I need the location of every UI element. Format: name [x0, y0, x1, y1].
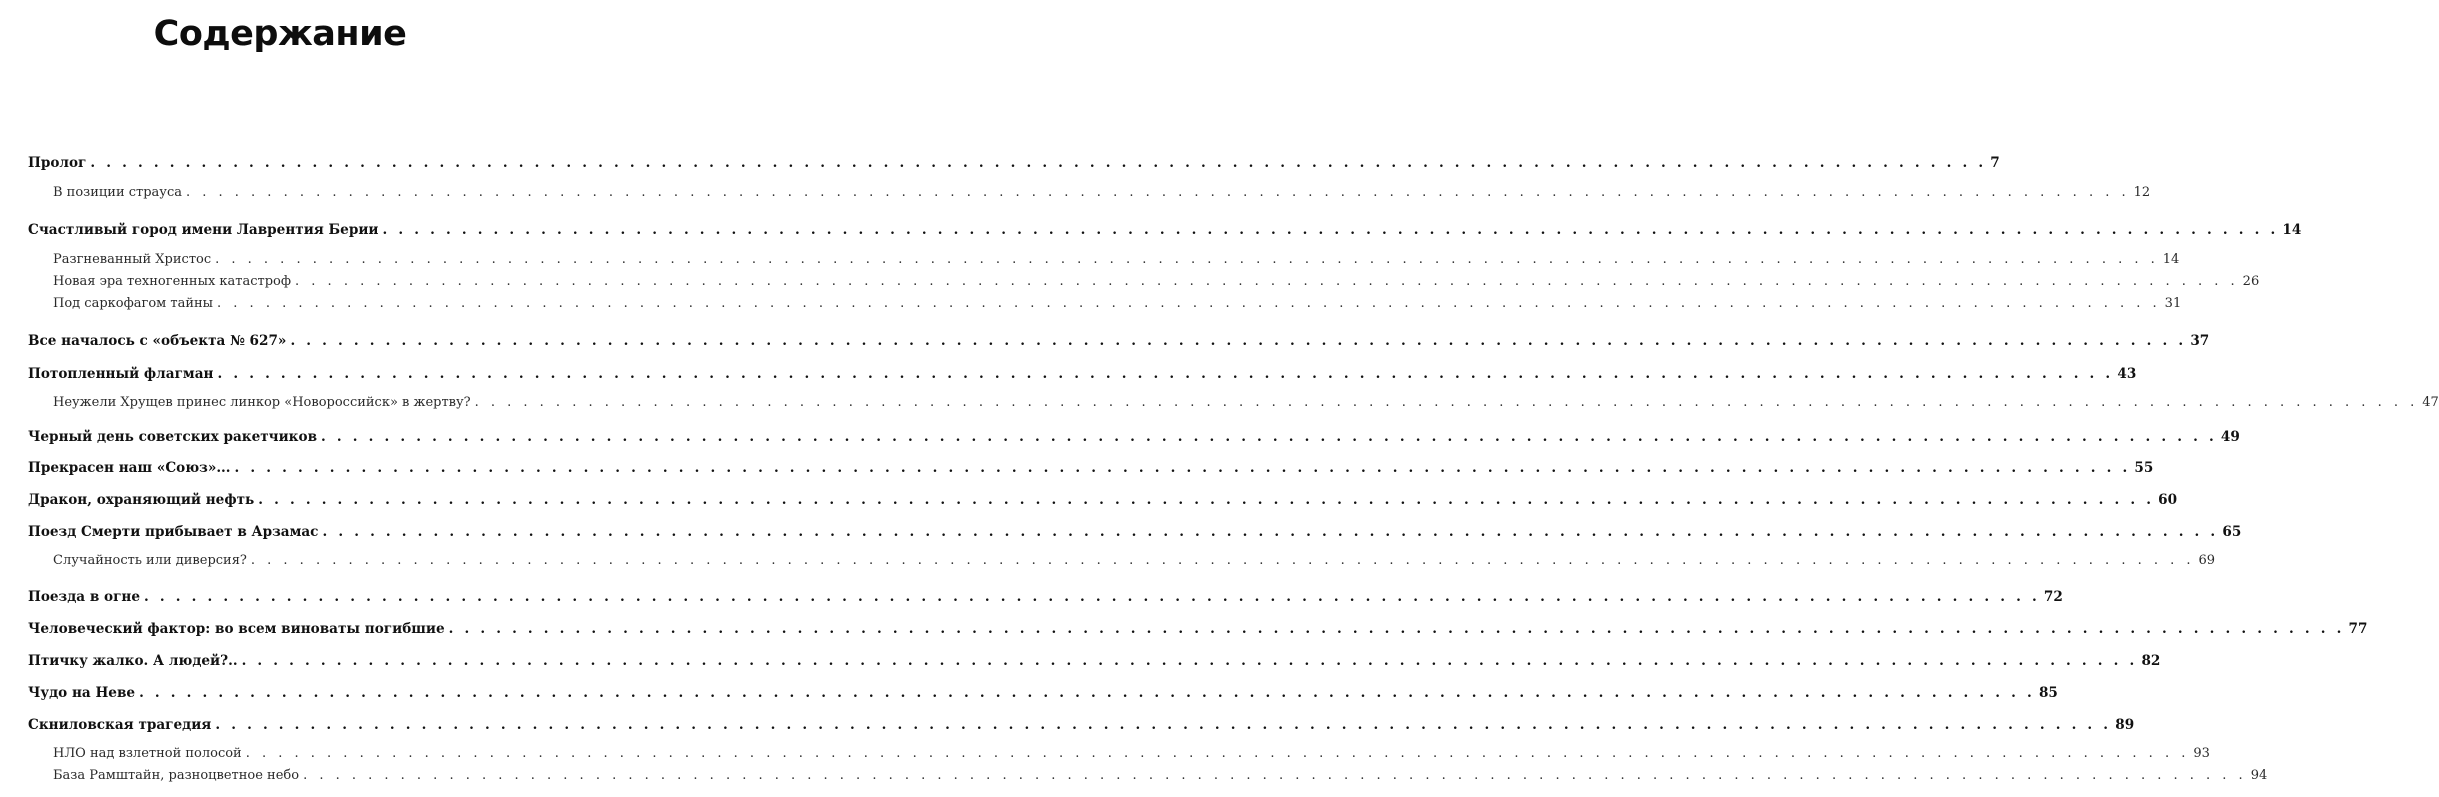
entry-title: Новая эра техногенных катастроф	[53, 274, 292, 289]
page-number: 14	[2282, 222, 2302, 238]
entry-title: Прекрасен наш «Союз»...	[28, 460, 231, 476]
toc-subsection-entry[interactable]	[53, 553, 2216, 568]
page-number: 26	[2242, 274, 2260, 289]
dot-leader: . . . . . . . . . . . . . . . . . . . . . . . . . . . . . . . . . . . . . . . . . . . . . . . . . . . . . . . . . . . . . . . . . . . . . . . . . . . . . . . . . . . . . . . . . . . . . . . . . . . . . . . . . . . . . . . . . . . . . . . .	[295, 274, 2239, 289]
dot-leader: . . . . . . . . . . . . . . . . . . . . . . . . . . . . . . . . . . . . . . . . . . . . . . . . . . . . . . . . . . . . . . . . . . . . . . . . . . . . . . . . . . . . . . . . . . . . . . . . . . . . . . . . . . . . . . . . . . . . . . . .	[258, 492, 2155, 508]
page-number: 69	[2198, 553, 2216, 568]
toc-chapter-entry[interactable]	[28, 492, 2178, 508]
toc-subsection-entry[interactable]	[53, 296, 2182, 311]
entry-title: Все началось с «объекта № 627»	[28, 333, 287, 349]
page-number: 82	[2141, 653, 2161, 669]
entry-title: Чудо на Неве	[28, 685, 136, 701]
entry-title: Разгневанный Христос	[53, 252, 212, 267]
dot-leader: . . . . . . . . . . . . . . . . . . . . . . . . . . . . . . . . . . . . . . . . . . . . . . . . . . . . . . . . . . . . . . . . . . . . . . . . . . . . . . . . . . . . . . . . . . . . . . . . . . . . . . . . . . . . . . . . . . . . . . . .	[234, 460, 2131, 476]
entry-title: Скниловская трагедия	[28, 717, 212, 733]
entry-title: НЛО над взлетной полосой	[53, 746, 242, 761]
entry-title: Счастливый город имени Лаврентия Берии	[28, 222, 379, 238]
toc-subsection-entry[interactable]	[53, 252, 2180, 267]
page-number: 72	[2043, 589, 2063, 605]
page-number: 55	[2134, 460, 2154, 476]
toc-chapter-entry[interactable]	[28, 717, 2135, 733]
toc-subsection-entry[interactable]	[53, 395, 2439, 410]
toc-subsection-entry[interactable]	[53, 768, 2268, 783]
page-number: 14	[2162, 252, 2180, 267]
entry-title: Черный день советских ракетчиков	[28, 429, 318, 445]
toc-subsection-entry[interactable]	[53, 274, 2260, 289]
page-number: 85	[2038, 685, 2058, 701]
page-number: 65	[2222, 524, 2242, 540]
toc-chapter-entry[interactable]	[28, 333, 2210, 349]
entry-title: Пролог	[28, 155, 87, 171]
dot-leader: . . . . . . . . . . . . . . . . . . . . . . . . . . . . . . . . . . . . . . . . . . . . . . . . . . . . . . . . . . . . . . . . . . . . . . . . . . . . . . . . . . . . . . . . . . . . . . . . . . . . . . . . . . . . . . . . . . . . . . . .	[321, 429, 2217, 445]
dot-leader: . . . . . . . . . . . . . . . . . . . . . . . . . . . . . . . . . . . . . . . . . . . . . . . . . . . . . . . . . . . . . . . . . . . . . . . . . . . . . . . . . . . . . . . . . . . . . . . . . . . . . . . . . . . . . . . . . . . . . . . .	[139, 685, 2035, 701]
entry-title: Под саркофагом тайны	[53, 296, 214, 311]
entry-title: Дракон, охраняющий нефть	[28, 492, 255, 508]
page-number: 43	[2117, 366, 2137, 382]
toc-chapter-entry[interactable]	[28, 155, 2000, 171]
page-title: Содержание	[153, 14, 407, 54]
entry-title: Поезда в огне	[28, 589, 141, 605]
entry-title: Потопленный флагман	[28, 366, 214, 382]
entry-title: Поезд Смерти прибывает в Арзамас	[28, 524, 319, 540]
toc-chapter-entry[interactable]	[28, 460, 2154, 476]
dot-leader: . . . . . . . . . . . . . . . . . . . . . . . . . . . . . . . . . . . . . . . . . . . . . . . . . . . . . . . . . . . . . . . . . . . . . . . . . . . . . . . . . . . . . . . . . . . . . . . . . . . . . . . . . . . . . . . . . . . . . . . .	[322, 524, 2219, 540]
entry-title: Человеческий фактор: во всем виноваты погибшие	[28, 621, 445, 637]
dot-leader: . . . . . . . . . . . . . . . . . . . . . . . . . . . . . . . . . . . . . . . . . . . . . . . . . . . . . . . . . . . . . . . . . . . . . . . . . . . . . . . . . . . . . . . . . . . . . . . . . . . . . . . . . . . . . . . . . . . . . . . .	[90, 155, 1987, 171]
toc-chapter-entry[interactable]	[28, 653, 2161, 669]
toc-chapter-entry[interactable]	[28, 429, 2240, 445]
dot-leader: . . . . . . . . . . . . . . . . . . . . . . . . . . . . . . . . . . . . . . . . . . . . . . . . . . . . . . . . . . . . . . . . . . . . . . . . . . . . . . . . . . . . . . . . . . . . . . . . . . . . . . . . . . . . . . . . . . . . . . . .	[245, 746, 2190, 761]
dot-leader: . . . . . . . . . . . . . . . . . . . . . . . . . . . . . . . . . . . . . . . . . . . . . . . . . . . . . . . . . . . . . . . . . . . . . . . . . . . . . . . . . . . . . . . . . . . . . . . . . . . . . . . . . . . . . . . . . . . . . . . .	[217, 296, 2161, 311]
dot-leader: . . . . . . . . . . . . . . . . . . . . . . . . . . . . . . . . . . . . . . . . . . . . . . . . . . . . . . . . . . . . . . . . . . . . . . . . . . . . . . . . . . . . . . . . . . . . . . . . . . . . . . . . . . . . . . . . . . . . . . . .	[217, 366, 2114, 382]
page-number: 7	[1990, 155, 2000, 171]
entry-title: База Рамштайн, разноцветное небо	[53, 768, 300, 783]
toc-chapter-entry[interactable]	[28, 524, 2242, 540]
entry-title: Случайность или диверсия?	[53, 553, 247, 568]
dot-leader: . . . . . . . . . . . . . . . . . . . . . . . . . . . . . . . . . . . . . . . . . . . . . . . . . . . . . . . . . . . . . . . . . . . . . . . . . . . . . . . . . . . . . . . . . . . . . . . . . . . . . . . . . . . . . . . . . . . . . . . .	[448, 621, 2345, 637]
page-number: 89	[2115, 717, 2135, 733]
toc-subsection-entry[interactable]	[53, 746, 2210, 761]
dot-leader: . . . . . . . . . . . . . . . . . . . . . . . . . . . . . . . . . . . . . . . . . . . . . . . . . . . . . . . . . . . . . . . . . . . . . . . . . . . . . . . . . . . . . . . . . . . . . . . . . . . . . . . . . . . . . . . . . . . . . . . .	[382, 222, 2279, 238]
dot-leader: . . . . . . . . . . . . . . . . . . . . . . . . . . . . . . . . . . . . . . . . . . . . . . . . . . . . . . . . . . . . . . . . . . . . . . . . . . . . . . . . . . . . . . . . . . . . . . . . . . . . . . . . . . . . . . . . . . . . . . . .	[185, 185, 2130, 200]
dot-leader: . . . . . . . . . . . . . . . . . . . . . . . . . . . . . . . . . . . . . . . . . . . . . . . . . . . . . . . . . . . . . . . . . . . . . . . . . . . . . . . . . . . . . . . . . . . . . . . . . . . . . . . . . . . . . . . . . . . . . . . .	[290, 333, 2187, 349]
toc-chapter-entry[interactable]	[28, 222, 2302, 238]
dot-leader: . . . . . . . . . . . . . . . . . . . . . . . . . . . . . . . . . . . . . . . . . . . . . . . . . . . . . . . . . . . . . . . . . . . . . . . . . . . . . . . . . . . . . . . . . . . . . . . . . . . . . . . . . . . . . . . . . . . . . . . .	[241, 653, 2138, 669]
entry-title: Неужели Хрущев принес линкор «Новороссийск» в жертву?	[53, 395, 471, 410]
dot-leader: . . . . . . . . . . . . . . . . . . . . . . . . . . . . . . . . . . . . . . . . . . . . . . . . . . . . . . . . . . . . . . . . . . . . . . . . . . . . . . . . . . . . . . . . . . . . . . . . . . . . . . . . . . . . . . . . . . . . . . . .	[474, 395, 2419, 410]
dot-leader: . . . . . . . . . . . . . . . . . . . . . . . . . . . . . . . . . . . . . . . . . . . . . . . . . . . . . . . . . . . . . . . . . . . . . . . . . . . . . . . . . . . . . . . . . . . . . . . . . . . . . . . . . . . . . . . . . . . . . . . .	[303, 768, 2247, 783]
page-number: 77	[2348, 621, 2368, 637]
toc-chapter-entry[interactable]	[28, 685, 2058, 701]
page-number: 49	[2220, 429, 2240, 445]
dot-leader: . . . . . . . . . . . . . . . . . . . . . . . . . . . . . . . . . . . . . . . . . . . . . . . . . . . . . . . . . . . . . . . . . . . . . . . . . . . . . . . . . . . . . . . . . . . . . . . . . . . . . . . . . . . . . . . . . . . . . . . .	[215, 717, 2112, 733]
toc-chapter-entry[interactable]	[28, 366, 2137, 382]
entry-title: В позиции страуса	[53, 185, 182, 200]
page-number: 93	[2193, 746, 2210, 761]
page-number: 60	[2158, 492, 2178, 508]
page-number: 31	[2164, 296, 2182, 311]
entry-title: Птичку жалко. А людей?..	[28, 653, 238, 669]
toc-chapter-entry[interactable]	[28, 589, 2063, 605]
page-number: 37	[2190, 333, 2210, 349]
page-number: 12	[2133, 185, 2151, 200]
toc-chapter-entry[interactable]	[28, 621, 2368, 637]
dot-leader: . . . . . . . . . . . . . . . . . . . . . . . . . . . . . . . . . . . . . . . . . . . . . . . . . . . . . . . . . . . . . . . . . . . . . . . . . . . . . . . . . . . . . . . . . . . . . . . . . . . . . . . . . . . . . . . . . . . . . . . .	[144, 589, 2040, 605]
toc-subsection-entry[interactable]	[53, 185, 2151, 200]
dot-leader: . . . . . . . . . . . . . . . . . . . . . . . . . . . . . . . . . . . . . . . . . . . . . . . . . . . . . . . . . . . . . . . . . . . . . . . . . . . . . . . . . . . . . . . . . . . . . . . . . . . . . . . . . . . . . . . . . . . . . . . .	[250, 553, 2195, 568]
dot-leader: . . . . . . . . . . . . . . . . . . . . . . . . . . . . . . . . . . . . . . . . . . . . . . . . . . . . . . . . . . . . . . . . . . . . . . . . . . . . . . . . . . . . . . . . . . . . . . . . . . . . . . . . . . . . . . . . . . . . . . . .	[215, 252, 2159, 267]
page-number: 94	[2250, 768, 2268, 783]
page-number: 47	[2422, 395, 2439, 410]
